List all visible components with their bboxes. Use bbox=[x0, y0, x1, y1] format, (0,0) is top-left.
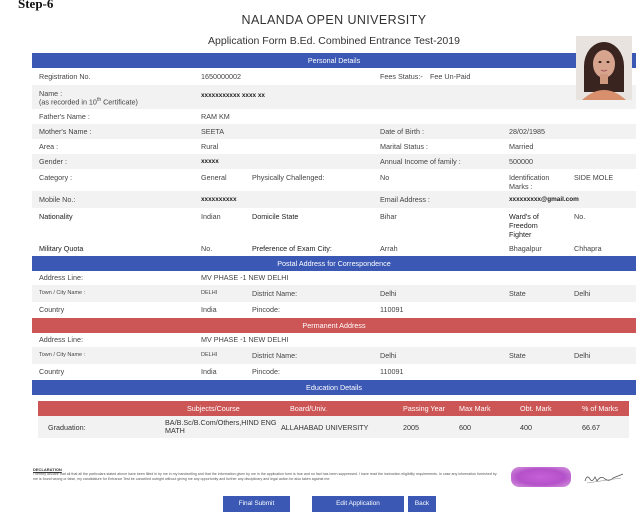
section-header-personal: Personal Details bbox=[32, 53, 636, 68]
income-label: Annual Income of family : bbox=[380, 157, 461, 166]
edu-header-max-mark: Max Mark bbox=[459, 404, 491, 413]
registration-value: 1650000002 bbox=[201, 72, 241, 81]
edu-max: 600 bbox=[459, 423, 471, 432]
section-header-permanent: Permanent Address bbox=[32, 318, 636, 333]
row-nationality bbox=[32, 208, 636, 241]
permanent-pincode-label: Pincode: bbox=[252, 367, 280, 376]
edu-header-passing-year: Passing Year bbox=[403, 404, 445, 413]
dob-label: Date of Birth : bbox=[380, 127, 424, 136]
postal-state-value: Delhi bbox=[574, 289, 591, 298]
declaration bbox=[32, 464, 636, 490]
permanent-address-value: MV PHASE -1 NEW DELHI bbox=[201, 335, 289, 344]
form-title: Application Form B.Ed. Combined Entrance Test-2019 bbox=[208, 35, 460, 47]
permanent-row-town bbox=[32, 347, 636, 364]
physically-challenged-value: No bbox=[380, 173, 390, 182]
row-category bbox=[32, 169, 636, 191]
declaration-text: I hereby declare that all that all the particulars stated above have been filled in by me in my handwriting and that the information given by me in the application form is true and no fact has been suppressed. I have read the instruction eligibility requirements. In case any information furnished by me is found wrong or false, my candidature for Entrance Test be cancelled outright without giving me any opportunity and further any disciplinary and legal action be also taken against me. bbox=[33, 472, 497, 481]
permanent-state-label: State bbox=[509, 351, 526, 360]
military-value: No. bbox=[201, 244, 213, 253]
education-table bbox=[38, 401, 629, 438]
table-row bbox=[38, 416, 629, 438]
university-title: NALANDA OPEN UNIVERSITY bbox=[241, 13, 427, 27]
name-sublabel-pre: (as recorded in 10 bbox=[39, 97, 97, 107]
permanent-row-country bbox=[32, 364, 636, 380]
mother-value: SEETA bbox=[201, 127, 225, 136]
nationality-label: Nationality bbox=[39, 212, 73, 221]
postal-row-country bbox=[32, 302, 636, 318]
postal-address-label: Address Line: bbox=[39, 273, 83, 282]
name-sublabel bbox=[39, 97, 138, 106]
postal-pincode-value: 110091 bbox=[380, 305, 404, 314]
edu-header-subjects: Subjects/Course bbox=[187, 404, 240, 413]
signature-image bbox=[581, 466, 627, 488]
name-value: xxxxxxxxxxx xxxx xx bbox=[201, 92, 265, 99]
permanent-district-value: Delhi bbox=[380, 351, 397, 360]
marital-label: Marital Status : bbox=[380, 142, 428, 151]
final-submit-button[interactable]: Final Submit bbox=[223, 496, 290, 512]
section-header-postal: Postal Address for Correspondence bbox=[32, 256, 636, 271]
row-gender bbox=[32, 154, 636, 169]
permanent-country-label: Country bbox=[39, 367, 65, 376]
permanent-town-label: Town / City Name : bbox=[39, 352, 86, 358]
postal-state-label: State bbox=[509, 289, 526, 298]
father-label: Father's Name : bbox=[39, 112, 90, 121]
permanent-pincode-value: 110091 bbox=[380, 367, 404, 376]
postal-row-town bbox=[32, 285, 636, 302]
education-table-header bbox=[38, 401, 629, 416]
row-military bbox=[32, 241, 636, 256]
name-sublabel-sup: th bbox=[96, 97, 102, 103]
declaration-title: DECLARATION bbox=[33, 467, 62, 472]
action-buttons bbox=[32, 494, 636, 514]
domicile-value: Bihar bbox=[380, 212, 397, 221]
category-value: General bbox=[201, 173, 227, 182]
step-label: Step-6 bbox=[18, 0, 54, 11]
postal-town-label: Town / City Name : bbox=[39, 290, 86, 296]
edu-subjects: BA/B.Sc/B.Com/Others,HIND ENG MATH bbox=[165, 418, 277, 435]
application-page bbox=[32, 0, 636, 531]
postal-row-address bbox=[32, 271, 636, 285]
edu-header-obt-mark: Obt. Mark bbox=[520, 404, 552, 413]
row-mother bbox=[32, 124, 636, 139]
edu-header-percent: % of Marks bbox=[582, 404, 618, 413]
postal-pincode-label: Pincode: bbox=[252, 305, 280, 314]
nationality-value: Indian bbox=[201, 212, 221, 221]
identification-marks-value: SIDE MOLE bbox=[574, 173, 614, 182]
name-sublabel-post: Certificate) bbox=[101, 97, 138, 107]
postal-country-label: Country bbox=[39, 305, 65, 314]
edu-percent: 66.67 bbox=[582, 423, 600, 432]
permanent-town-value: DELHI bbox=[201, 352, 218, 358]
domicile-label: Domicile State bbox=[252, 212, 299, 221]
back-button[interactable]: Back bbox=[408, 496, 436, 512]
gender-label: Gender : bbox=[39, 157, 67, 166]
identification-marks-label: Identification Marks : bbox=[509, 173, 550, 191]
area-label: Area : bbox=[39, 142, 59, 151]
application-form bbox=[32, 53, 636, 443]
row-name bbox=[32, 85, 636, 109]
edu-obt: 400 bbox=[520, 423, 532, 432]
postal-district-label: District Name: bbox=[252, 289, 298, 298]
area-value: Rural bbox=[201, 142, 219, 151]
email-label: Email Address : bbox=[380, 195, 430, 204]
postal-town-value: DELHI bbox=[201, 290, 218, 296]
mobile-value: xxxxxxxxxx bbox=[201, 196, 237, 203]
exam-city-label: Preference of Exam City: bbox=[252, 244, 332, 253]
exam-city-1: Arrah bbox=[380, 244, 398, 253]
education-table-wrapper bbox=[32, 395, 636, 443]
edit-application-button[interactable]: Edit Application bbox=[312, 496, 404, 512]
edu-level: Graduation: bbox=[48, 423, 86, 432]
email-value: xxxxxxxxx@gmail.com bbox=[509, 196, 579, 203]
fees-status-value: Fee Un-Paid bbox=[430, 72, 471, 81]
mobile-label: Mobile No.: bbox=[39, 195, 76, 204]
row-registration bbox=[32, 68, 636, 85]
military-label: Military Quota bbox=[39, 244, 84, 253]
postal-address-value: MV PHASE -1 NEW DELHI bbox=[201, 273, 289, 282]
candidate-photo bbox=[576, 36, 632, 100]
thumb-impression-image bbox=[511, 467, 571, 487]
permanent-address-label: Address Line: bbox=[39, 335, 83, 344]
physically-challenged-label: Physically Challenged: bbox=[252, 173, 325, 182]
registration-label: Registration No. bbox=[39, 72, 91, 81]
marital-value: Married bbox=[509, 142, 534, 151]
ward-label: Ward's of Freedom Fighter bbox=[509, 212, 539, 239]
gender-value: xxxxx bbox=[201, 158, 219, 165]
row-area bbox=[32, 139, 636, 154]
dob-value: 28/02/1985 bbox=[509, 127, 545, 136]
row-mobile bbox=[32, 191, 636, 208]
edu-board: ALLAHABAD UNIVERSITY bbox=[281, 423, 369, 432]
fees-status-label: Fees Status:- bbox=[380, 72, 423, 81]
father-value: RAM KM bbox=[201, 112, 230, 121]
permanent-country-value: India bbox=[201, 367, 217, 376]
postal-country-value: India bbox=[201, 305, 217, 314]
postal-district-value: Delhi bbox=[380, 289, 397, 298]
edu-header-board: Board/Univ. bbox=[290, 404, 328, 413]
mother-label: Mother's Name : bbox=[39, 127, 92, 136]
exam-city-2: Bhagalpur bbox=[509, 244, 542, 253]
exam-city-3: Chhapra bbox=[574, 244, 602, 253]
candidate-photo-image bbox=[576, 36, 632, 100]
permanent-state-value: Delhi bbox=[574, 351, 591, 360]
permanent-district-label: District Name: bbox=[252, 351, 298, 360]
name-label: Name : bbox=[39, 89, 63, 98]
edu-year: 2005 bbox=[403, 423, 419, 432]
section-header-education: Education Details bbox=[32, 380, 636, 395]
permanent-row-address bbox=[32, 333, 636, 347]
income-value: 500000 bbox=[509, 157, 533, 166]
ward-value: No. bbox=[574, 212, 586, 221]
row-father bbox=[32, 109, 636, 124]
category-label: Category : bbox=[39, 173, 73, 182]
